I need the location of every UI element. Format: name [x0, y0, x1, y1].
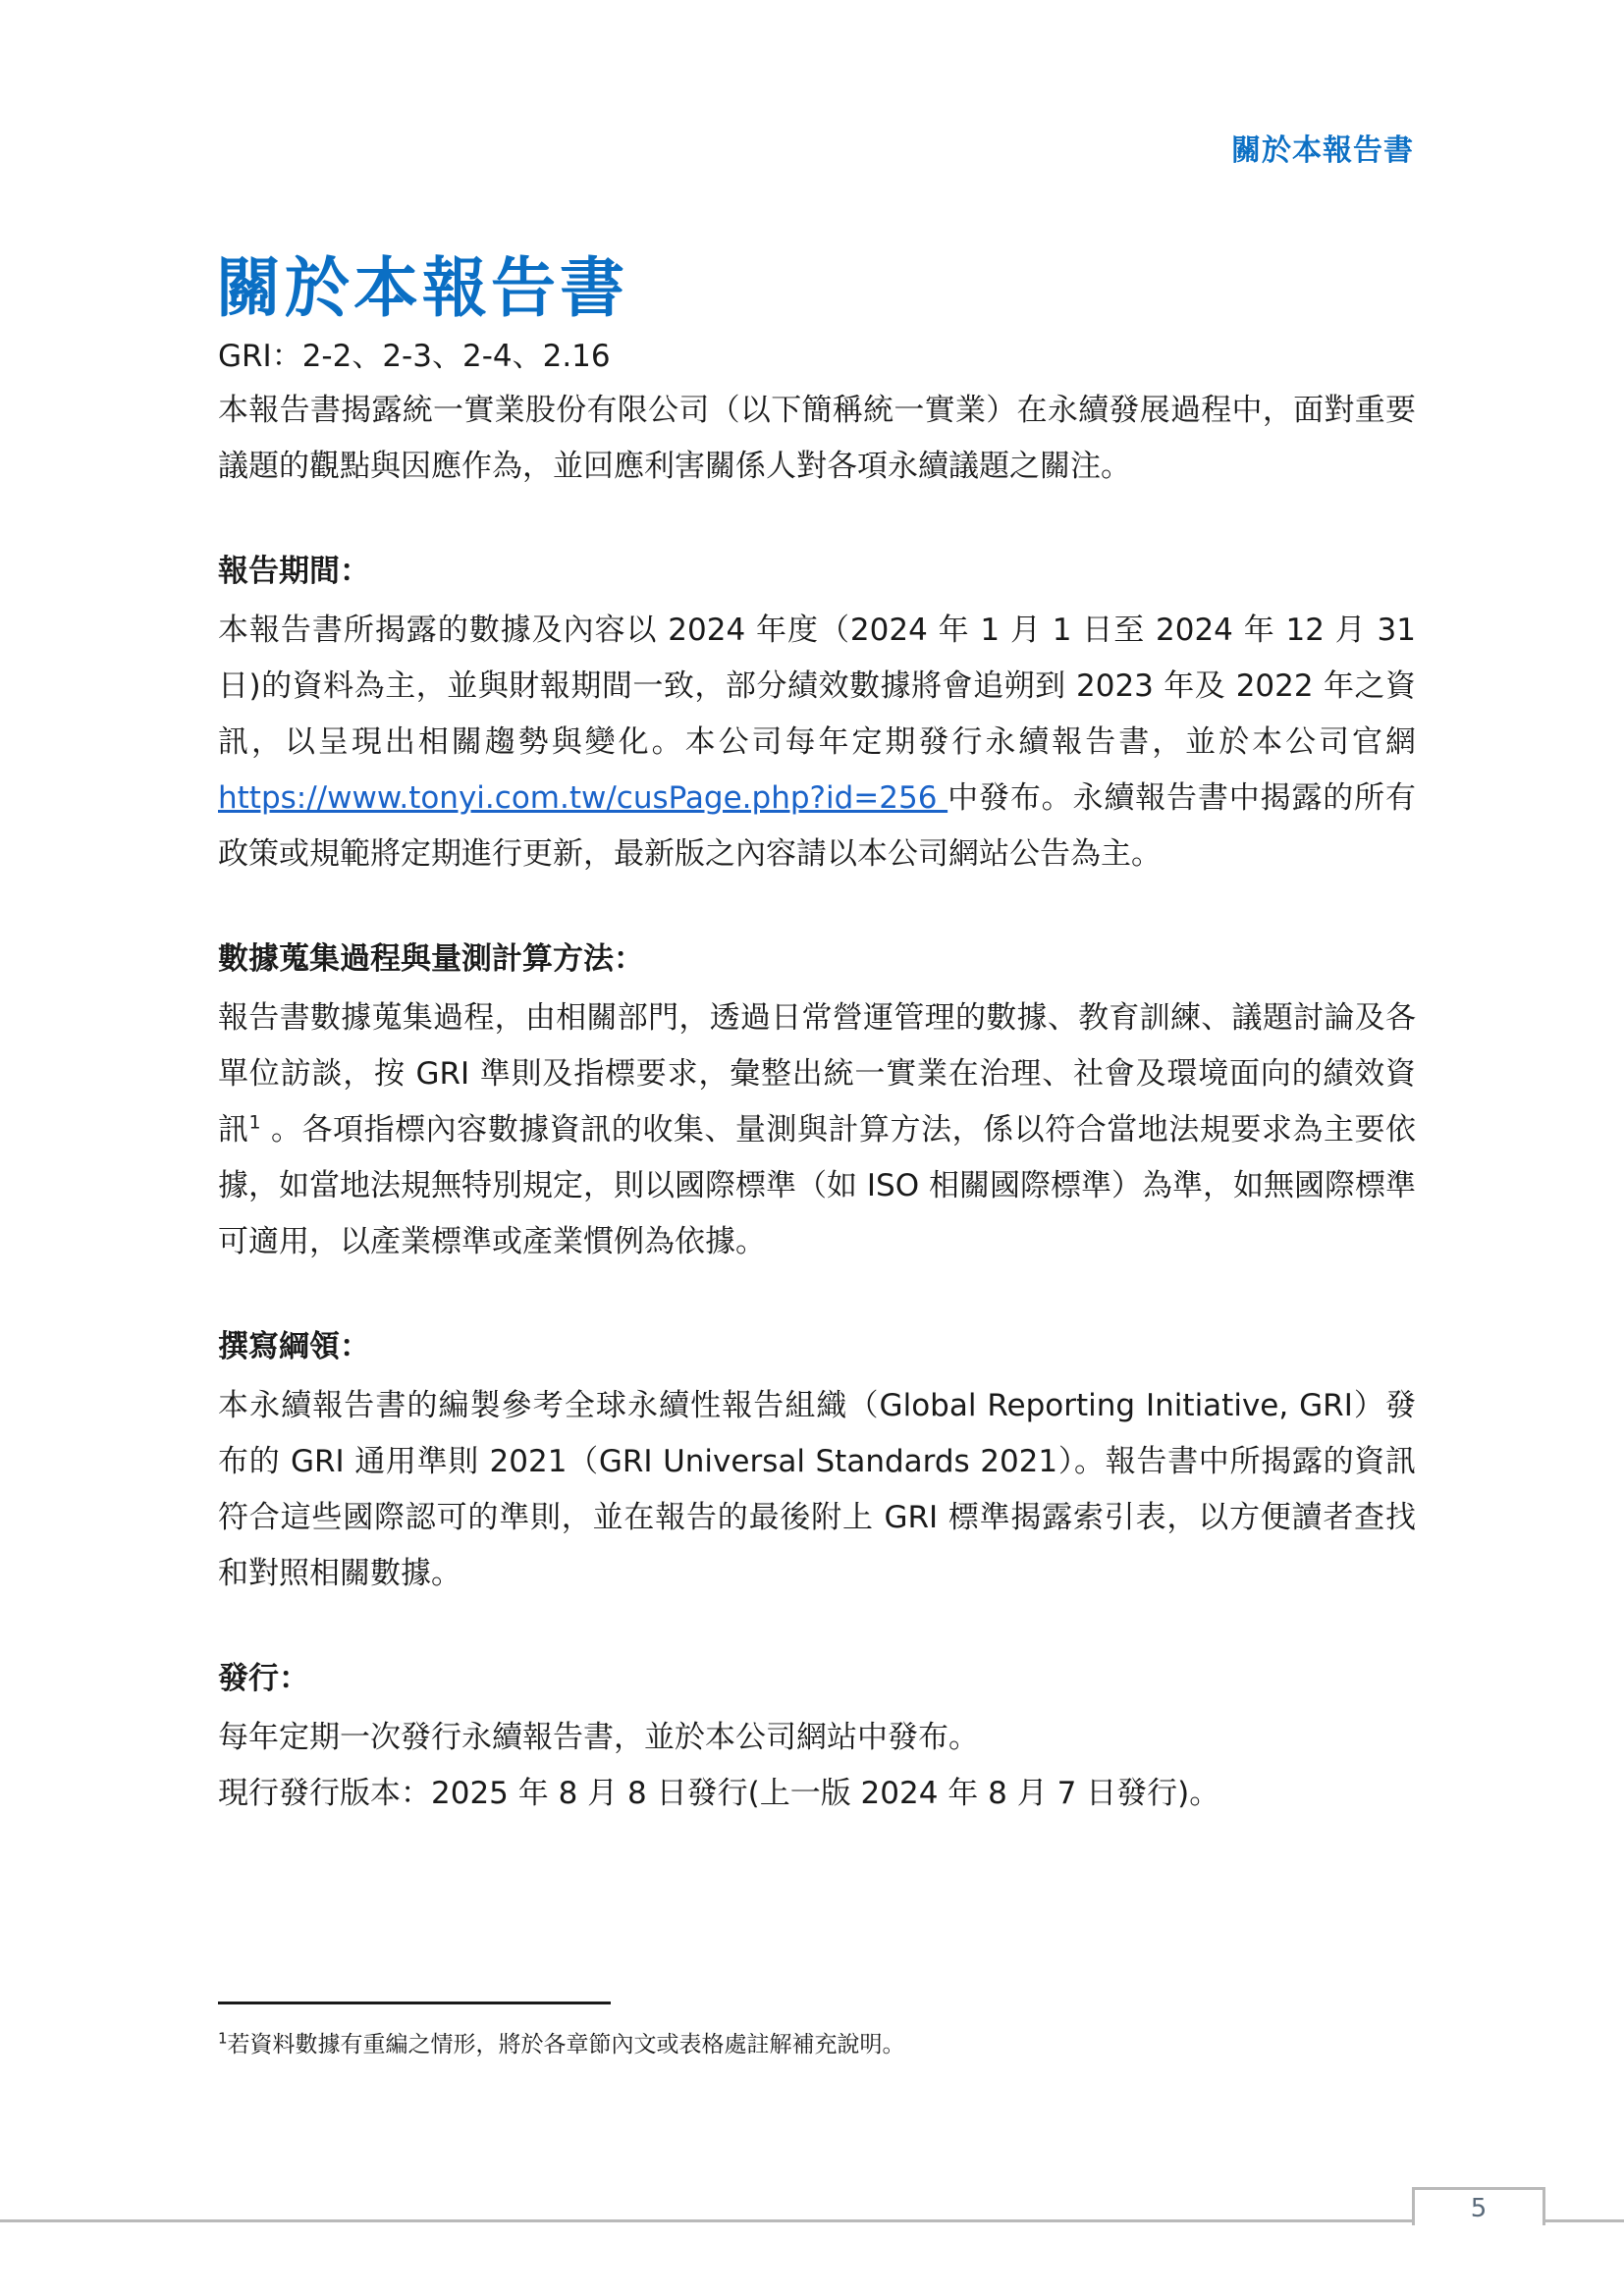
footnote-reference[interactable]: 1	[248, 1111, 261, 1134]
footnote-divider	[218, 2002, 611, 2004]
period-paragraph	[218, 603, 1416, 882]
data-text-end: 。各項指標內容數據資訊的收集、量測與計算方法，係以符合當地法規要求為主要依據，如當地法規無特別規定，則以國際標準（如 ISO 相關國際標準）為準，如無國際標準可適用，以產業標準或產業慣例為依據。	[218, 1112, 1416, 1259]
main-content	[218, 330, 1416, 1822]
section-writing-guidelines	[218, 1319, 1416, 1602]
page-number: 5	[1412, 2187, 1545, 2225]
section-heading-period: 報告期間：	[218, 554, 370, 589]
section-publication	[218, 1651, 1416, 1822]
section-heading-publish: 發行：	[218, 1661, 309, 1696]
website-link[interactable]: https://www.tonyi.com.tw/cusPage.php?id=256	[218, 780, 948, 816]
writing-paragraph: 本永續報告書的編製參考全球永續性報告組織（Global Reporting Initiative, GRI）發布的 GRI 通用準則 2021（GRI Universal Standards 2021）。報告書中所揭露的資訊符合這些國際認可的準則，並在報告的最後附上 GRI 標準揭露索引表，以方便讀者查找和對照相關數據。	[218, 1388, 1416, 1591]
footnote-marker: 1	[218, 2029, 228, 2048]
data-text: 報告書數據蒐集過程，由相關部門，透過日常營運管理的數據、教育訓練、議題討論及各單位訪談，按 GRI 準則及指標要求，彙整出統一實業在治理、社會及環境面向的績效資訊	[218, 1000, 1416, 1148]
publish-line-1: 每年定期一次發行永續報告書，並於本公司網站中發布。	[218, 1720, 979, 1755]
data-paragraph	[218, 990, 1416, 1270]
page-title: 關於本報告書	[216, 250, 628, 326]
publish-line-2: 現行發行版本：2025 年 8 月 8 日發行(上一版 2024 年 8 月 7 日發行)。	[218, 1776, 1220, 1811]
footer-divider	[0, 2219, 1624, 2222]
period-text-end: 中發布。永續報告書中揭露的所有政策或規範將定期進行更新，最新版之內容請以本公司網站公告為主。	[218, 780, 1416, 872]
running-header: 關於本報告書	[1231, 133, 1414, 168]
section-heading-data: 數據蒐集過程與量測計算方法：	[218, 941, 644, 977]
footnote	[218, 2026, 905, 2058]
intro-paragraph: 本報告書揭露統一實業股份有限公司（以下簡稱統一實業）在永續發展過程中，面對重要議題的觀點與因應作為，並回應利害關係人對各項永續議題之關注。	[218, 393, 1416, 484]
period-text: 本報告書所揭露的數據及內容以 2024 年度（2024 年 1 月 1 日至 2024 年 12 月 31 日)的資料為主，並與財報期間一致，部分績效數據將會追朔到 2023 年及 2022 年之資訊，以呈現出相關趨勢與變化。本公司每年定期發行永續報告書，並於本公司官網	[218, 613, 1416, 760]
section-report-period	[218, 544, 1416, 882]
section-heading-writing: 撰寫綱領：	[218, 1329, 370, 1364]
gri-reference: GRI：2-2、2-3、2-4、2.16	[218, 339, 611, 374]
footnote-text: 若資料數據有重編之情形，將於各章節內文或表格處註解補充說明。	[227, 2032, 905, 2057]
section-data-collection	[218, 932, 1416, 1270]
